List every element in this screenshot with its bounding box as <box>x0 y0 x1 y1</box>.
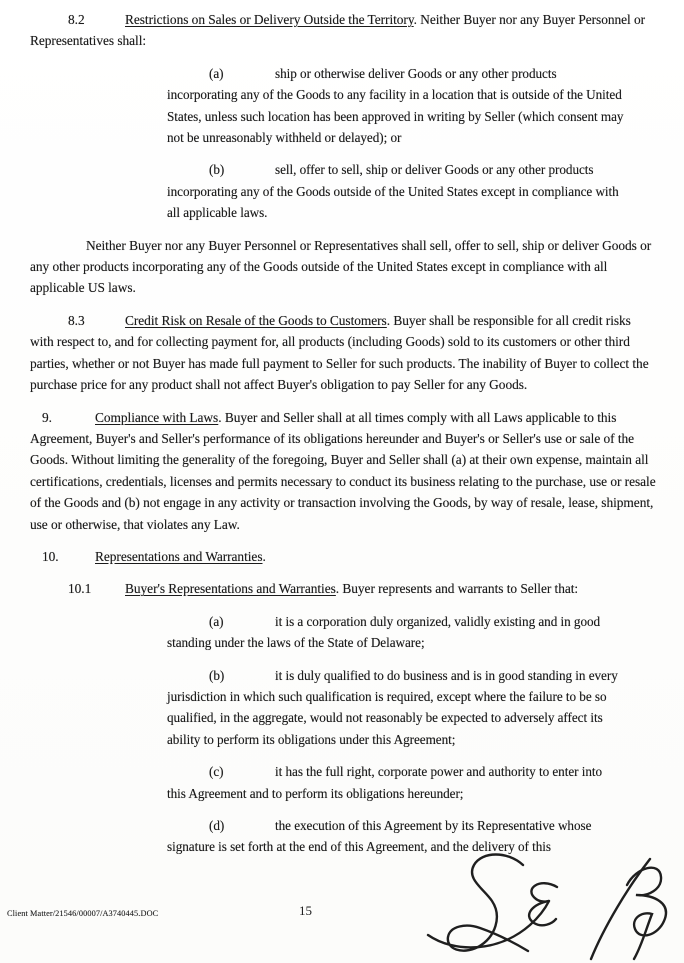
section-number: 8.2 <box>68 12 85 27</box>
section-number: 10. <box>42 548 59 564</box>
clause-a-paragraph <box>167 611 624 654</box>
section-text: . Neither Buyer nor any Buyer Personnel or Representatives shall: <box>30 12 646 49</box>
section-heading: Restrictions on Sales or Delivery Outside the Territory <box>125 12 414 27</box>
clause-label: (a) <box>209 613 224 629</box>
section-text: . Buyer represents and warrants to Seller that: <box>335 581 579 597</box>
clause-b-paragraph <box>167 159 624 223</box>
clause-text: it is duly qualified to do business and is in good standing in every jurisdiction in which such qualification is required, except where the failure to be so qualified, in the aggregate, would not reasonably be expected to adversely affect its ability to perform its obligations under this Agreement; <box>167 667 618 747</box>
neither-buyer-paragraph <box>30 235 656 299</box>
clause-text: ship or otherwise deliver Goods or any other products incorporating any of the Goods to any facility in a location that is outside of the United States, unless such location has been approved in writing by Seller (which consent may not be unreasonably withheld or delayed); or <box>167 65 624 146</box>
clause-c-paragraph <box>167 761 624 804</box>
section-10-heading <box>30 546 656 567</box>
clause-label: (c) <box>209 764 224 780</box>
section-heading: Buyer's Representations and Warranties <box>125 581 336 597</box>
clause-label: (d) <box>209 818 225 833</box>
clause-label: (b) <box>209 667 225 683</box>
section-text: . <box>262 548 266 564</box>
clause-label: (b) <box>209 162 225 178</box>
clause-text: it is a corporation duly organized, validly existing and in good standing under the laws of the State of Delaware; <box>167 613 601 651</box>
clause-text: the execution of this Agreement by its Representative whose signature is set forth at the end of this Agreement, and the delivery of this <box>167 818 592 855</box>
paragraph-text: Neither Buyer nor any Buyer Personnel or Representatives shall sell, offer to sell, ship or deliver Goods or any other products incorporating any of the Goods outside of the United States except in compliance with all applicable US laws. <box>30 237 652 296</box>
page-number: 15 <box>299 903 312 918</box>
section-number: 9. <box>42 409 52 425</box>
client-matter-reference: Client Matter/21546/00007/A3740445.DOC <box>7 909 159 918</box>
section-heading: Compliance with Laws <box>95 409 219 425</box>
section-number: 10.1 <box>68 581 92 597</box>
clause-label: (a) <box>209 65 224 81</box>
section-text: . Buyer and Seller shall at all times comply with all Laws applicable to this Agreement, Buyer's and Seller's performance of its obligations hereunder and Buyer's or Seller's use or sale of the Goods. Without limiting the generality of the foregoing, Buyer and Seller shall (a) at their own expense, maintain all certifications, credentials, licenses and permits necessary to conduct its business relating to the purchase, use or resale of the Goods and (b) not engage in any activity or transaction involving the Goods, by way of resale, lease, shipment, use or otherwise, that violates any Law. <box>30 409 656 532</box>
section-heading: Representations and Warranties <box>95 548 263 564</box>
signature-initials-icon <box>424 849 570 963</box>
section-number: 8.3 <box>68 312 85 328</box>
section-10-1-paragraph <box>30 578 656 599</box>
section-text: . Buyer shall be responsible for all credit risks with respect to, and for collecting payment for, all products (including Goods) sold to its customers or other third parties, whether or not Buyer has made full payment to Seller for such products. The inability of Buyer to collect the purchase price for any product shall not affect Buyer's obligation to pay Seller for any Goods. <box>30 312 649 393</box>
clause-a-paragraph <box>167 63 624 149</box>
section-9-paragraph <box>30 407 656 535</box>
section-heading: Credit Risk on Resale of the Goods to Customers <box>125 312 387 328</box>
clause-text: it has the full right, corporate power and authority to enter into this Agreement and to perform its obligations hereunder; <box>167 764 603 801</box>
clause-text: sell, offer to sell, ship or deliver Goods or any other products incorporating any of the Goods outside of the United States except in compliance with all applicable laws. <box>167 162 619 221</box>
signature-initials-icon <box>584 851 678 963</box>
section-8-2-paragraph <box>30 9 656 52</box>
handwritten-initials-right <box>584 851 678 963</box>
clause-b-paragraph <box>167 665 624 751</box>
contract-body <box>30 9 656 869</box>
handwritten-initials-left <box>424 849 570 963</box>
section-8-3-paragraph <box>30 310 656 396</box>
